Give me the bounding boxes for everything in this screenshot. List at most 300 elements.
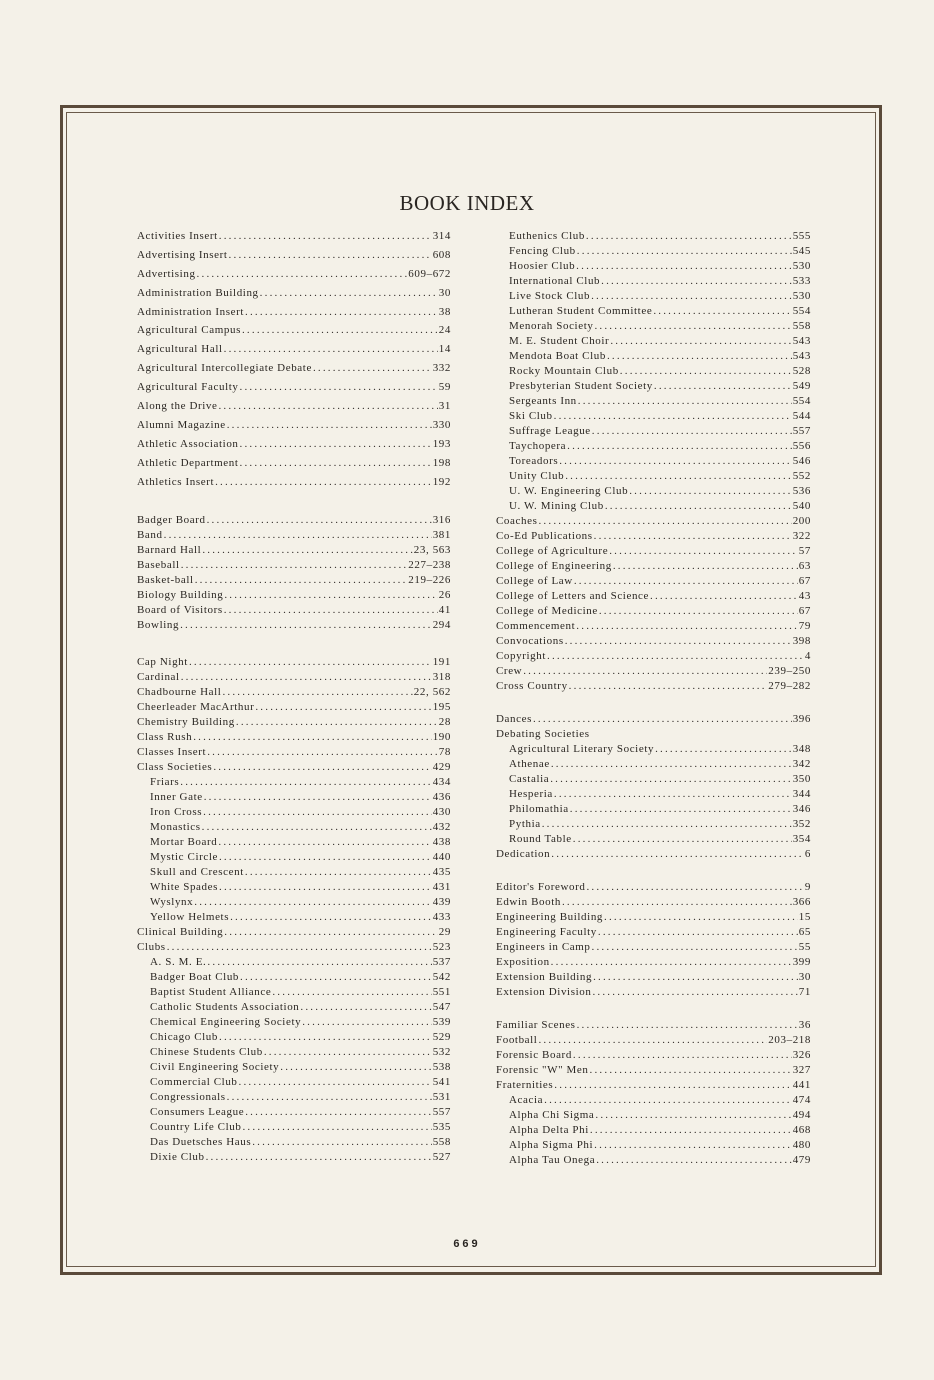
- index-entry-label: Rocky Mountain Club: [509, 365, 619, 377]
- index-entry: [137, 985, 451, 1000]
- index-group: [496, 229, 811, 694]
- index-group: [137, 655, 451, 1165]
- index-entry-label: Copyright: [496, 650, 547, 662]
- index-entry-label: U. W. Mining Club: [509, 500, 604, 512]
- index-entry-label: Alpha Delta Phi: [509, 1124, 589, 1136]
- index-entry-page: 480: [792, 1139, 811, 1151]
- index-entry-label: Engineers in Camp: [496, 941, 591, 953]
- index-entry-page: 433: [432, 911, 451, 924]
- index-entry-label: Iron Cross: [150, 806, 203, 819]
- index-entry: [137, 955, 451, 970]
- index-entry: [137, 730, 451, 745]
- index-entry-label: College of Law: [496, 575, 573, 587]
- index-entry-page: 203–218: [768, 1034, 811, 1046]
- dot-leader: [573, 832, 792, 847]
- index-group: [496, 1018, 811, 1168]
- index-entry-page: 468: [792, 1124, 811, 1136]
- dot-leader: [218, 397, 437, 416]
- index-entry-label: Co-Ed Publications: [496, 530, 593, 542]
- index-entry: [137, 227, 451, 246]
- index-entry-label: Administration Insert: [137, 305, 245, 318]
- dot-leader: [593, 970, 798, 985]
- index-entry-page: 558: [432, 1136, 451, 1149]
- index-entry-page: 544: [792, 410, 811, 422]
- dot-leader: [594, 1138, 792, 1153]
- index-entry: [137, 1150, 451, 1165]
- index-entry: [496, 394, 811, 409]
- index-entry: [496, 544, 811, 559]
- dot-leader: [219, 850, 432, 865]
- index-entry-page: 531: [432, 1091, 451, 1104]
- index-entry: [496, 469, 811, 484]
- index-entry: [496, 787, 811, 802]
- index-entry: [496, 772, 811, 787]
- index-entry-page: 36: [798, 1019, 811, 1031]
- index-entry: [137, 805, 451, 820]
- index-entry: [137, 880, 451, 895]
- index-entry: [137, 835, 451, 850]
- index-entry: [496, 895, 811, 910]
- dot-leader: [207, 745, 438, 760]
- dot-leader: [202, 543, 412, 558]
- index-entry-page: 555: [792, 230, 811, 242]
- index-entry-label: Clubs: [137, 941, 166, 954]
- index-entry-page: 191: [432, 656, 451, 669]
- index-entry: [137, 685, 451, 700]
- index-entry: [137, 284, 451, 303]
- index-entry-page: 55: [798, 941, 811, 953]
- index-entry-label: Toreadors: [509, 455, 559, 467]
- dot-leader: [240, 970, 432, 985]
- index-entry: [496, 1123, 811, 1138]
- dot-leader: [193, 730, 431, 745]
- index-entry-page: 193: [432, 437, 451, 450]
- dot-leader: [272, 985, 431, 1000]
- index-entry-label: Alpha Chi Sigma: [509, 1109, 595, 1121]
- dot-leader: [240, 378, 438, 397]
- index-entry-label: Cap Night: [137, 656, 188, 669]
- index-entry: [137, 618, 451, 633]
- index-entry-label: Taychopera: [509, 440, 567, 452]
- index-entry: [137, 265, 451, 284]
- index-entry-label: Badger Board: [137, 514, 206, 527]
- index-entry: [137, 1030, 451, 1045]
- index-entry: [137, 603, 451, 618]
- dot-leader: [203, 805, 432, 820]
- index-entry-label: Crew: [496, 665, 523, 677]
- index-entry: [137, 528, 451, 543]
- index-entry: [137, 1105, 451, 1120]
- index-entry-label: Chemical Engineering Society: [150, 1016, 302, 1029]
- index-entry: [137, 925, 451, 940]
- index-entry-label: Biology Building: [137, 589, 224, 602]
- index-entry-label: Athletic Association: [137, 437, 239, 450]
- index-entry: [137, 340, 451, 359]
- index-entry: [496, 229, 811, 244]
- dot-leader: [219, 880, 432, 895]
- dot-leader: [542, 817, 792, 832]
- index-entry-label: Familiar Scenes: [496, 1019, 576, 1031]
- index-entry-label: Fraternities: [496, 1079, 554, 1091]
- index-entry-page: 532: [432, 1046, 451, 1059]
- index-entry: [496, 742, 811, 757]
- dot-leader: [601, 274, 792, 289]
- index-entry-page: 543: [792, 335, 811, 347]
- index-entry: [137, 378, 451, 397]
- dot-leader: [194, 895, 431, 910]
- index-entry-label: Catholic Students Association: [150, 1001, 300, 1014]
- index-entry: [496, 802, 811, 817]
- dot-leader: [252, 1135, 431, 1150]
- index-entry-label: Chadbourne Hall: [137, 686, 222, 699]
- dot-leader: [202, 820, 432, 835]
- dot-leader: [578, 394, 792, 409]
- dot-leader: [195, 573, 408, 588]
- index-entry: [137, 588, 451, 603]
- index-entry-label: Editor's Foreword: [496, 881, 586, 893]
- dot-leader: [313, 359, 432, 378]
- index-entry-page: 327: [792, 1064, 811, 1076]
- dot-leader: [227, 1090, 432, 1105]
- index-entry: [496, 334, 811, 349]
- index-entry-label: Forensic Board: [496, 1049, 572, 1061]
- index-entry: [496, 499, 811, 514]
- index-entry-label: Edwin Booth: [496, 896, 561, 908]
- index-entry-label: Cross Country: [496, 680, 568, 692]
- index-entry-label: Cheerleader MacArthur: [137, 701, 255, 714]
- dot-leader: [551, 955, 792, 970]
- index-entry-page: 318: [432, 671, 451, 684]
- dot-leader: [300, 1000, 431, 1015]
- dot-leader: [629, 484, 791, 499]
- dot-leader: [242, 1120, 431, 1135]
- index-entry: [137, 573, 451, 588]
- index-entry-label: Agricultural Faculty: [137, 381, 239, 394]
- index-entry: [137, 820, 451, 835]
- index-entry: [496, 424, 811, 439]
- index-entry-page: 609–672: [408, 267, 451, 280]
- index-entry-page: 396: [792, 713, 811, 725]
- dot-leader: [590, 1123, 792, 1138]
- index-entry-label: Chemistry Building: [137, 716, 235, 729]
- index-entry-page: 540: [792, 500, 811, 512]
- index-entry-label: Sergeants Inn: [509, 395, 577, 407]
- index-entry-label: Administration Building: [137, 286, 259, 299]
- index-entry-page: 198: [432, 456, 451, 469]
- dot-leader: [242, 321, 438, 340]
- index-entry: [137, 1120, 451, 1135]
- index-entry-label: Engineering Faculty: [496, 926, 597, 938]
- index-entry: [496, 529, 811, 544]
- index-entry-label: Forensic "W" Men: [496, 1064, 589, 1076]
- index-entry-label: Round Table: [509, 833, 572, 845]
- dot-leader: [204, 790, 432, 805]
- index-entry: [137, 1045, 451, 1060]
- dot-leader: [544, 1093, 792, 1108]
- index-entry-page: 441: [792, 1079, 811, 1091]
- dot-leader: [224, 603, 438, 618]
- index-entry-label: Athletic Department: [137, 456, 239, 469]
- index-entry-page: 545: [792, 245, 811, 257]
- index-entry: [496, 439, 811, 454]
- index-entry-page: 431: [432, 881, 451, 894]
- index-entry-page: 342: [792, 758, 811, 770]
- index-entry-label: M. E. Student Choir: [509, 335, 610, 347]
- index-entry-page: 63: [798, 560, 811, 572]
- dot-leader: [239, 1075, 432, 1090]
- index-entry-label: College of Medicine: [496, 605, 598, 617]
- index-entry: [137, 558, 451, 573]
- index-entry-page: 536: [792, 485, 811, 497]
- index-entry-page: 239–250: [768, 665, 811, 677]
- index-entry-page: 547: [432, 1001, 451, 1014]
- index-entry: [137, 1060, 451, 1075]
- index-entry-label: Agricultural Hall: [137, 343, 223, 356]
- index-entry-page: 541: [432, 1076, 451, 1089]
- dot-leader: [245, 865, 432, 880]
- dot-leader: [576, 619, 798, 634]
- dot-leader: [180, 775, 431, 790]
- dot-leader: [523, 664, 767, 679]
- index-entry: [137, 745, 451, 760]
- index-entry-page: 523: [432, 941, 451, 954]
- index-entry: [496, 679, 811, 694]
- index-entry: [496, 1033, 811, 1048]
- index-entry-page: 65: [798, 926, 811, 938]
- index-entry-label: Yellow Helmets: [150, 911, 230, 924]
- index-entry-page: 195: [432, 701, 451, 714]
- dot-leader: [591, 289, 792, 304]
- dot-leader: [592, 985, 797, 1000]
- index-entry: [137, 790, 451, 805]
- dot-leader: [613, 559, 798, 574]
- dot-leader: [219, 1030, 432, 1045]
- index-entry-page: 30: [798, 971, 811, 983]
- index-entry-page: 438: [432, 836, 451, 849]
- index-entry: [137, 670, 451, 685]
- dot-leader: [547, 649, 804, 664]
- index-entry-page: 543: [792, 350, 811, 362]
- index-entry: [496, 454, 811, 469]
- index-entry-page: 227–238: [408, 559, 451, 572]
- index-entry-page: 538: [432, 1061, 451, 1074]
- index-entry-label: Baseball: [137, 559, 180, 572]
- index-entry-page: 527: [432, 1151, 451, 1164]
- index-entry: [137, 513, 451, 528]
- dot-leader: [577, 244, 792, 259]
- index-entry-page: 29: [438, 926, 451, 939]
- dot-leader: [224, 588, 437, 603]
- index-entry-page: 190: [432, 731, 451, 744]
- index-entry-page: 549: [792, 380, 811, 392]
- dot-leader: [595, 1108, 791, 1123]
- index-entry: [137, 246, 451, 265]
- index-entry-label: Advertising Insert: [137, 248, 228, 261]
- index-entry-page: 479: [792, 1154, 811, 1166]
- dot-leader: [533, 712, 792, 727]
- index-entry: [496, 712, 811, 727]
- index-entry: [137, 1000, 451, 1015]
- index-entry-label: Fencing Club: [509, 245, 576, 257]
- dot-leader: [654, 379, 792, 394]
- index-entry-page: 494: [792, 1109, 811, 1121]
- index-entry-page: 200: [792, 515, 811, 527]
- dot-leader: [655, 742, 792, 757]
- index-entry-label: Extension Division: [496, 986, 592, 998]
- index-entry: [496, 289, 811, 304]
- index-entry-label: College of Letters and Science: [496, 590, 650, 602]
- dot-leader: [189, 655, 432, 670]
- dot-leader: [224, 340, 438, 359]
- index-entry-label: Das Duetsches Haus: [150, 1136, 252, 1149]
- index-entry-page: 533: [792, 275, 811, 287]
- index-entry-label: Suffrage League: [509, 425, 591, 437]
- index-entry-label: Chicago Club: [150, 1031, 219, 1044]
- index-entry: [137, 940, 451, 955]
- index-entry: [496, 484, 811, 499]
- index-entry-label: Lutheran Student Committee: [509, 305, 653, 317]
- index-entry-label: Barnard Hall: [137, 544, 202, 557]
- dot-leader: [650, 589, 798, 604]
- index-entry: [137, 1090, 451, 1105]
- index-entry: [496, 1138, 811, 1153]
- index-entry-label: Debating Societies: [496, 728, 590, 740]
- dot-leader: [224, 925, 438, 940]
- index-entry-label: Alpha Tau Onega: [509, 1154, 596, 1166]
- dot-leader: [245, 303, 438, 322]
- page-number: 669: [453, 1238, 481, 1250]
- index-column-right: [496, 229, 811, 1168]
- index-entry: [137, 910, 451, 925]
- index-entry-label: Band: [137, 529, 163, 542]
- dot-leader: [280, 1060, 431, 1075]
- dot-leader: [594, 319, 791, 334]
- index-entry-page: 535: [432, 1121, 451, 1134]
- index-entry-label: Friars: [150, 776, 180, 789]
- index-entry-label: Ski Club: [509, 410, 553, 422]
- index-entry-label: Hesperia: [509, 788, 553, 800]
- index-entry-label: Euthenics Club: [509, 230, 585, 242]
- dot-leader: [574, 574, 798, 589]
- index-entry-page: 436: [432, 791, 451, 804]
- index-entry-label: Chinese Students Club: [150, 1046, 263, 1059]
- dot-leader: [167, 940, 432, 955]
- index-entry: [496, 970, 811, 985]
- index-group: [137, 513, 451, 633]
- dot-leader: [260, 284, 438, 303]
- index-entry-page: 78: [438, 746, 451, 759]
- index-entry-page: 439: [432, 896, 451, 909]
- index-entry-label: Alpha Sigma Phi: [509, 1139, 594, 1151]
- index-entry-label: Castalia: [509, 773, 550, 785]
- dot-leader: [604, 910, 798, 925]
- index-entry-label: Along the Drive: [137, 400, 218, 413]
- index-entry-label: Athletics Insert: [137, 475, 215, 488]
- index-entry-page: 556: [792, 440, 811, 452]
- index-entry-label: Basket-ball: [137, 574, 194, 587]
- index-entry: [496, 364, 811, 379]
- dot-leader: [180, 618, 432, 633]
- dot-leader: [565, 469, 791, 484]
- dot-leader: [213, 760, 431, 775]
- index-entry-page: 354: [792, 833, 811, 845]
- dot-leader: [255, 700, 431, 715]
- index-entry-label: Mortar Board: [150, 836, 218, 849]
- index-entry-label: Alumni Magazine: [137, 418, 226, 431]
- index-entry-page: 348: [792, 743, 811, 755]
- index-entry: [496, 817, 811, 832]
- index-entry: [496, 880, 811, 895]
- index-entry-label: Badger Boat Club: [150, 971, 240, 984]
- index-entry-label: College of Engineering: [496, 560, 612, 572]
- index-entry-page: 537: [432, 956, 451, 969]
- index-entry-label: Inner Gate: [150, 791, 203, 804]
- index-group: [496, 880, 811, 1000]
- index-entry: [137, 435, 451, 454]
- dot-leader: [605, 499, 792, 514]
- index-entry-page: 67: [798, 605, 811, 617]
- dot-leader: [240, 454, 432, 473]
- index-entry: [496, 1063, 811, 1078]
- dot-leader: [538, 1033, 767, 1048]
- index-entry-page: 558: [792, 320, 811, 332]
- index-entry: [137, 775, 451, 790]
- dot-leader: [554, 409, 792, 424]
- dot-leader: [240, 435, 432, 454]
- index-entry-label: Commercial Club: [150, 1076, 238, 1089]
- index-entry-label: Civil Engineering Society: [150, 1061, 280, 1074]
- dot-leader: [607, 349, 792, 364]
- index-entry-label: Skull and Crescent: [150, 866, 244, 879]
- index-entry-page: 399: [792, 956, 811, 968]
- index-entry: [496, 619, 811, 634]
- dot-leader: [569, 679, 768, 694]
- dot-leader: [592, 940, 798, 955]
- index-entry: [137, 454, 451, 473]
- index-entry-label: Advertising: [137, 267, 196, 280]
- index-entry: [137, 303, 451, 322]
- index-entry: [496, 1108, 811, 1123]
- index-entry-label: Hoosier Club: [509, 260, 576, 272]
- index-entry-label: Commencement: [496, 620, 576, 632]
- dot-leader: [218, 835, 431, 850]
- dot-leader: [570, 802, 792, 817]
- index-entry: [496, 832, 811, 847]
- index-entry-page: 316: [432, 514, 451, 527]
- index-entry-label: Unity Club: [509, 470, 565, 482]
- index-entry-label: Extension Building: [496, 971, 593, 983]
- dot-leader: [565, 634, 792, 649]
- index-entry-page: 24: [438, 324, 451, 337]
- index-entry-page: 28: [438, 716, 451, 729]
- index-entry-page: 38: [438, 305, 451, 318]
- index-entry-page: 552: [792, 470, 811, 482]
- index-entry-label: Country Life Club: [150, 1121, 242, 1134]
- index-entry-page: 432: [432, 821, 451, 834]
- dot-leader: [599, 604, 798, 619]
- dot-leader: [596, 1153, 791, 1168]
- index-entry-label: Congressionals: [150, 1091, 226, 1104]
- index-entry-page: 322: [792, 530, 811, 542]
- dot-leader: [207, 513, 432, 528]
- index-entry-page: 398: [792, 635, 811, 647]
- index-entry-page: 429: [432, 761, 451, 774]
- index-entry-label: Bowling: [137, 619, 180, 632]
- index-entry: [137, 321, 451, 340]
- index-entry-label: Coaches: [496, 515, 538, 527]
- dot-leader: [181, 670, 432, 685]
- index-entry-page: 530: [792, 260, 811, 272]
